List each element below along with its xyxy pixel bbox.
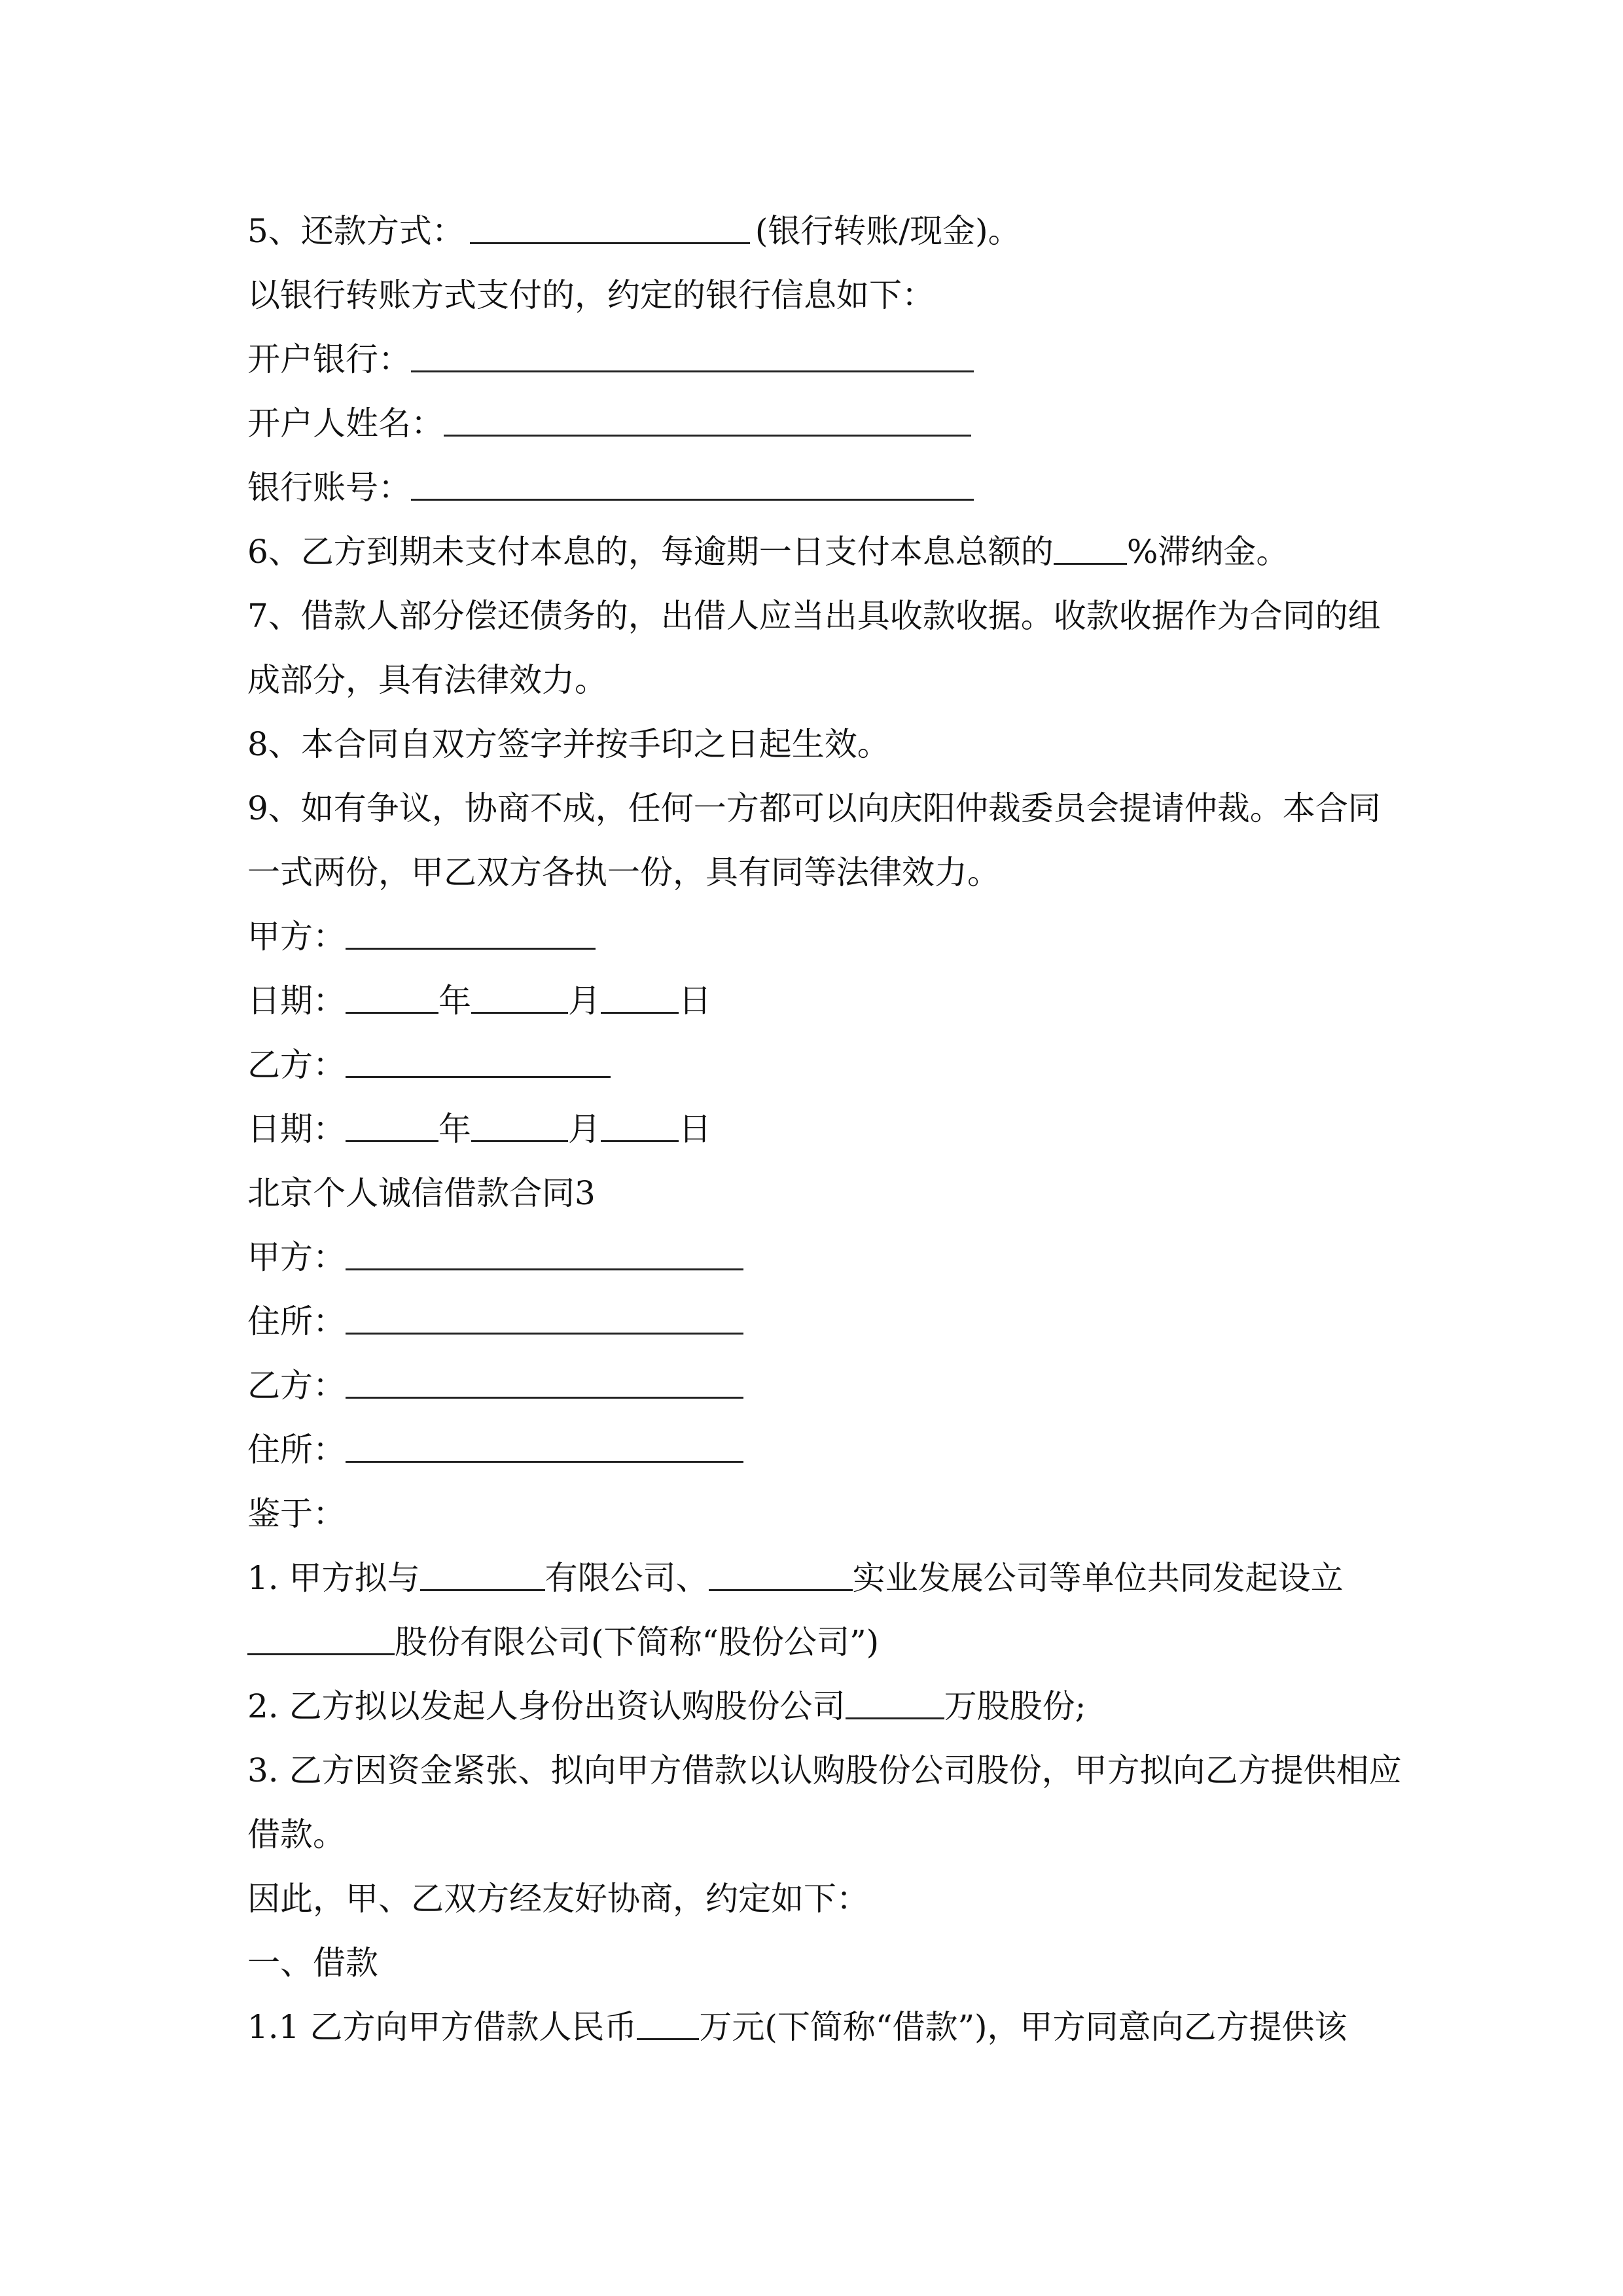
text: 6、乙方到期未支付本息的，每逾期一日支付本息总额的: [247, 533, 1054, 571]
clause-7: 7、借款人部分偿还债务的，出借人应当出具收款收据。收款收据作为合同的组: [247, 597, 1381, 635]
text: 住所：: [247, 1431, 346, 1469]
text: 乙方：: [247, 1046, 346, 1084]
bank-name-line: [247, 327, 1386, 391]
text: (银行转账/现金)。: [755, 212, 1021, 250]
text: 实业发展公司等单位共同发起设立: [852, 1559, 1344, 1597]
account-holder-line: [247, 391, 1386, 456]
blank-field: [601, 1097, 679, 1142]
text: 1. 甲方拟与: [247, 1559, 420, 1597]
text: 月: [568, 982, 601, 1020]
blank-field: [346, 969, 438, 1014]
bank-info-intro: 以银行转账方式支付的，约定的银行信息如下：: [247, 276, 935, 314]
date-line: [247, 969, 1386, 1033]
blank-field: [846, 1674, 944, 1719]
blank-field: [1054, 520, 1127, 565]
text: %滞纳金。: [1126, 533, 1289, 571]
blank-field: [709, 1546, 853, 1591]
blank-field: [411, 327, 974, 372]
text: 年: [438, 982, 471, 1020]
text: 万元(下简称“借款”)，甲方同意向乙方提供该: [699, 2008, 1347, 2046]
text: 银行账号：: [247, 469, 411, 507]
blank-field: [471, 1097, 568, 1142]
party-a-sign: [247, 905, 1386, 969]
text: 2. 乙方拟以发起人身份出资认购股份公司: [247, 1687, 846, 1725]
text: 万股股份;: [944, 1687, 1086, 1725]
blank-field: [346, 1033, 611, 1078]
clause-1-1: [247, 1995, 1386, 2059]
text: 5、还款方式：: [247, 212, 465, 250]
blank-field: [601, 969, 679, 1014]
clause-9-cont: 一式两份，甲乙双方各执一份，具有同等法律效力。: [247, 853, 1000, 891]
text: 日: [679, 1110, 711, 1148]
clause-6: [247, 520, 1386, 584]
party-b-sign: [247, 1033, 1386, 1097]
blank-field: [470, 199, 750, 244]
clause-8: 8、本合同自双方签字并按手印之日起生效。: [247, 725, 890, 763]
clause-9: 9、如有争议，协商不成，任何一方都可以向庆阳仲裁委员会提请仲裁。本合同: [247, 789, 1381, 827]
text: 甲方：: [247, 1238, 346, 1276]
document-page: [247, 199, 1402, 2059]
party-b-line: [247, 1354, 1386, 1418]
text: 甲方：: [247, 918, 346, 956]
party-a-line: [247, 1225, 1386, 1289]
section-heading-loan: 一、借款: [247, 1944, 378, 1982]
blank-field: [411, 456, 974, 501]
blank-field: [346, 1225, 743, 1270]
recital-3-cont: 借款。: [247, 1816, 346, 1854]
text: 股份有限公司(下简称“股份公司”): [395, 1623, 880, 1661]
blank-field: [637, 1995, 699, 2040]
text: 年: [438, 1110, 471, 1148]
recital-3: 3. 乙方因资金紧张、拟向甲方借款以认购股份公司股份，甲方拟向乙方提供相应: [247, 1751, 1402, 1789]
whereas: 鉴于：: [247, 1495, 346, 1533]
text: 日: [679, 982, 711, 1020]
contract-title: 北京个人诚信借款合同3: [247, 1174, 596, 1212]
blank-field: [346, 1097, 438, 1142]
recital-2: [247, 1674, 1386, 1738]
date-line: [247, 1097, 1386, 1161]
text: 开户人姓名：: [247, 404, 444, 442]
blank-field: [444, 391, 971, 437]
recital-1-cont: [247, 1610, 1386, 1674]
blank-field: [247, 1610, 395, 1655]
address-line: [247, 1289, 1386, 1354]
text: 开户银行：: [247, 340, 411, 378]
recital-1: [247, 1546, 1386, 1610]
blank-field: [346, 1289, 743, 1335]
blank-field: [471, 969, 568, 1014]
text: 有限公司、: [544, 1559, 709, 1597]
text: 日期：: [247, 982, 346, 1020]
text: 日期：: [247, 1110, 346, 1148]
text: 月: [568, 1110, 601, 1148]
text: 乙方：: [247, 1367, 346, 1405]
blank-field: [346, 1418, 743, 1463]
agreement-intro: 因此，甲、乙双方经友好协商，约定如下：: [247, 1880, 869, 1918]
text: 住所：: [247, 1302, 346, 1340]
account-number-line: [247, 456, 1386, 520]
address-line: [247, 1418, 1386, 1482]
blank-field: [420, 1546, 545, 1591]
blank-field: [346, 905, 596, 950]
repayment-method-line: [247, 199, 1386, 263]
clause-7-cont: 成部分，具有法律效力。: [247, 661, 607, 699]
blank-field: [346, 1354, 743, 1399]
text: 1.1 乙方向甲方借款人民币: [247, 2008, 637, 2046]
